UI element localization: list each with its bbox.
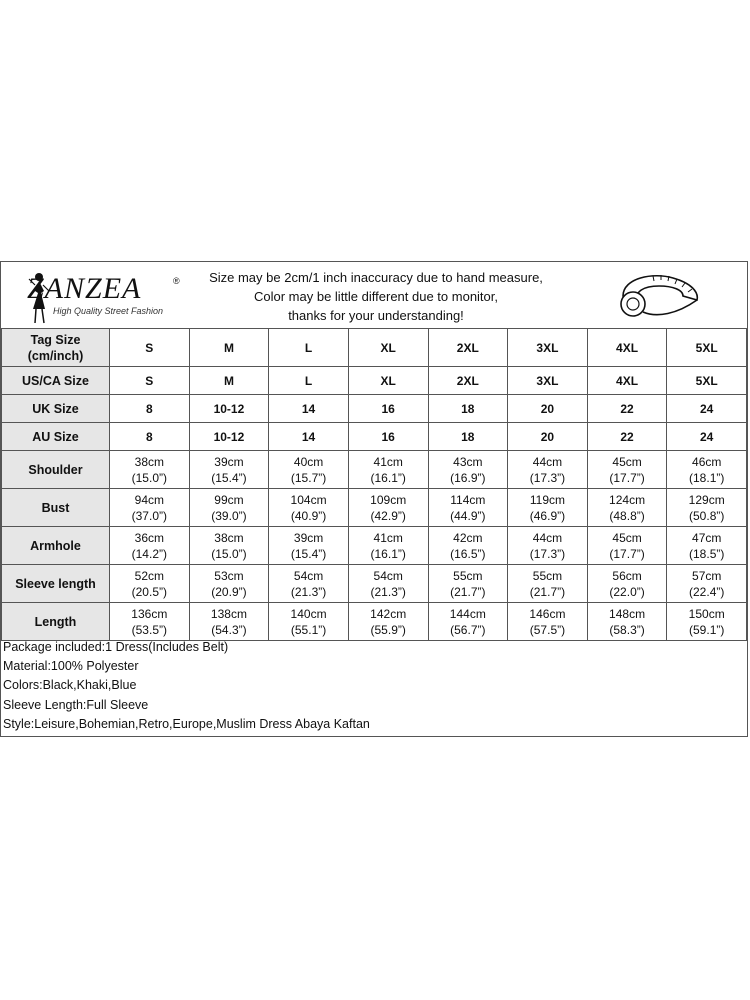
- cm-value: 39cm: [214, 454, 244, 469]
- cm-value: 54cm: [293, 568, 324, 583]
- cm-value: 150cm: [688, 606, 725, 621]
- notice-line: thanks for your understanding!: [288, 308, 464, 323]
- inch-value: (39.0”): [211, 508, 247, 523]
- row-label: Length: [2, 603, 110, 641]
- inch-value: (17.3”): [529, 546, 566, 561]
- inch-value: (16.1”): [370, 470, 406, 485]
- row-label: [2, 367, 110, 395]
- measure-cell: [428, 527, 508, 565]
- measure-cell: [508, 603, 588, 641]
- inch-value: (16.9”): [450, 470, 486, 485]
- inch-value: (15.4”): [290, 546, 327, 561]
- cm-value: 36cm: [134, 530, 164, 545]
- size-cell: 20: [508, 395, 588, 423]
- row-label: [2, 423, 110, 451]
- cm-value: 136cm: [131, 606, 168, 621]
- cm-value: 39cm: [293, 530, 324, 545]
- label-text: UK Size: [32, 401, 79, 416]
- measure-cell: [587, 489, 667, 527]
- chart-header: [1, 262, 747, 329]
- measure-cell: [508, 565, 588, 603]
- inch-value: (14.2”): [131, 546, 167, 561]
- row-label: [2, 395, 110, 423]
- inch-value: (59.1”): [689, 622, 725, 637]
- cm-value: 142cm: [370, 606, 407, 621]
- note-line: Sleeve Length:Full Sleeve: [3, 697, 149, 712]
- inch-value: (21.3”): [290, 584, 327, 599]
- measure-cell: [189, 489, 269, 527]
- cm-value: 55cm: [532, 568, 563, 583]
- measure-cell: [348, 451, 428, 489]
- size-cell: 14: [269, 423, 349, 451]
- measure-cell: [587, 603, 667, 641]
- cm-value: 146cm: [529, 606, 566, 621]
- note-line: Package included:1 Dress(Includes Belt): [3, 640, 229, 654]
- measure-cell: [110, 527, 190, 565]
- measurement-notice: [191, 268, 561, 325]
- label-text: AU Size: [32, 429, 79, 444]
- measure-cell: [189, 603, 269, 641]
- measure-cell: [428, 489, 508, 527]
- inch-value: (21.7”): [450, 584, 486, 599]
- measure-cell: [189, 527, 269, 565]
- size-cell: 10-12: [189, 423, 269, 451]
- size-cell: S: [110, 367, 190, 395]
- inch-value: (46.9”): [529, 508, 566, 523]
- measure-row: [2, 489, 747, 527]
- measure-cell: [667, 527, 747, 565]
- measure-cell: [428, 603, 508, 641]
- cm-value: 38cm: [214, 530, 244, 545]
- inch-value: (17.7”): [609, 470, 645, 485]
- cm-value: 144cm: [449, 606, 486, 621]
- measure-cell: [508, 489, 588, 527]
- cm-value: 45cm: [612, 530, 642, 545]
- cm-value: 57cm: [692, 568, 722, 583]
- row-label: [2, 329, 110, 367]
- measure-cell: [667, 489, 747, 527]
- inch-value: (53.5”): [131, 622, 167, 637]
- measure-cell: [667, 603, 747, 641]
- note-line: Material:100% Polyester: [3, 659, 139, 674]
- size-cell: 10-12: [189, 395, 269, 423]
- row-label: Bust: [2, 489, 110, 527]
- inch-value: (17.3”): [529, 470, 566, 485]
- size-cell: 18: [428, 395, 508, 423]
- cm-value: 43cm: [453, 454, 483, 469]
- inch-value: (50.8”): [689, 508, 725, 523]
- size-cell: 8: [110, 395, 190, 423]
- measure-cell: [428, 565, 508, 603]
- measure-row: [2, 565, 747, 603]
- label-text: (cm/inch): [27, 348, 84, 363]
- cm-value: 44cm: [532, 530, 563, 545]
- size-cell: 24: [667, 423, 747, 451]
- measure-row: [2, 603, 747, 641]
- measure-cell: [348, 565, 428, 603]
- inch-value: (57.5”): [529, 622, 566, 637]
- measure-cell: [269, 603, 349, 641]
- measure-cell: [508, 451, 588, 489]
- inch-value: (16.5”): [450, 546, 486, 561]
- cm-value: 45cm: [612, 454, 642, 469]
- row-label: Armhole: [2, 527, 110, 565]
- measure-cell: [269, 451, 349, 489]
- product-notes: [3, 638, 370, 734]
- cm-value: 54cm: [373, 568, 403, 583]
- size-cell: 4XL: [587, 367, 667, 395]
- size-table: [1, 328, 747, 641]
- size-cell: 3XL: [508, 367, 588, 395]
- cm-value: 41cm: [373, 454, 403, 469]
- measure-cell: [667, 451, 747, 489]
- size-cell: 24: [667, 395, 747, 423]
- size-cell: 5XL: [667, 367, 747, 395]
- cm-value: 41cm: [373, 530, 403, 545]
- measure-cell: [269, 565, 349, 603]
- measure-cell: [348, 527, 428, 565]
- cm-value: 109cm: [370, 492, 407, 507]
- inch-value: (56.7”): [450, 622, 486, 637]
- tape-measure-icon: [613, 266, 703, 324]
- inch-value: (18.1”): [689, 470, 725, 485]
- size-row: [2, 423, 747, 451]
- size-cell: 20: [508, 423, 588, 451]
- size-chart: [0, 261, 748, 737]
- cm-value: 40cm: [293, 454, 324, 469]
- measure-cell: [189, 565, 269, 603]
- inch-value: (55.9”): [370, 622, 406, 637]
- size-cell: 4XL: [587, 329, 667, 367]
- notice-line: Size may be 2cm/1 inch inaccuracy due to hand measure,: [209, 270, 543, 285]
- inch-value: (22.4”): [689, 584, 725, 599]
- measure-cell: [189, 451, 269, 489]
- size-cell: 3XL: [508, 329, 588, 367]
- size-cell: 2XL: [428, 329, 508, 367]
- size-cell: 18: [428, 423, 508, 451]
- cm-value: 52cm: [134, 568, 164, 583]
- cm-value: 138cm: [210, 606, 247, 621]
- size-cell: 16: [348, 423, 428, 451]
- measure-cell: [667, 565, 747, 603]
- brand-logo: ZANZEA: [27, 272, 142, 305]
- inch-value: (48.8”): [609, 508, 645, 523]
- note-line: Colors:Black,Khaki,Blue: [3, 678, 137, 693]
- measure-cell: [348, 603, 428, 641]
- inch-value: (58.3”): [609, 622, 645, 637]
- size-cell: 14: [269, 395, 349, 423]
- inch-value: (15.7”): [290, 470, 327, 485]
- inch-value: (15.0”): [211, 546, 247, 561]
- label-text: US/CA Size: [22, 373, 89, 388]
- inch-value: (21.7”): [529, 584, 566, 599]
- cm-value: 42cm: [453, 530, 483, 545]
- cm-value: 114cm: [450, 492, 486, 507]
- measure-row: [2, 451, 747, 489]
- cm-value: 55cm: [453, 568, 483, 583]
- size-cell: 8: [110, 423, 190, 451]
- measure-cell: [428, 451, 508, 489]
- size-cell: 2XL: [428, 367, 508, 395]
- cm-value: 94cm: [134, 492, 164, 507]
- size-cell: 5XL: [667, 329, 747, 367]
- row-label: Shoulder: [2, 451, 110, 489]
- notice-line: Color may be little different due to monitor,: [254, 289, 498, 304]
- cm-value: 129cm: [688, 492, 725, 507]
- cm-value: 56cm: [612, 568, 642, 583]
- size-cell: M: [189, 329, 269, 367]
- cm-value: 47cm: [692, 530, 722, 545]
- cm-value: 46cm: [692, 454, 722, 469]
- inch-value: (16.1”): [370, 546, 406, 561]
- inch-value: (55.1”): [290, 622, 327, 637]
- size-cell: 22: [587, 395, 667, 423]
- measure-cell: [110, 565, 190, 603]
- size-row: [2, 367, 747, 395]
- size-row: [2, 329, 747, 367]
- inch-value: (20.5”): [131, 584, 167, 599]
- inch-value: (44.9”): [450, 508, 486, 523]
- inch-value: (40.9”): [290, 508, 327, 523]
- measure-cell: [269, 527, 349, 565]
- cm-value: 44cm: [532, 454, 563, 469]
- measure-cell: [587, 565, 667, 603]
- inch-value: (20.9”): [211, 584, 247, 599]
- row-label: Sleeve length: [2, 565, 110, 603]
- measure-row: [2, 527, 747, 565]
- cm-value: 99cm: [214, 492, 244, 507]
- inch-value: (42.9”): [370, 508, 406, 523]
- size-row: [2, 395, 747, 423]
- size-cell: L: [269, 367, 349, 395]
- registered-mark: ®: [173, 276, 180, 286]
- measure-cell: [110, 489, 190, 527]
- measure-cell: [348, 489, 428, 527]
- cm-value: 38cm: [134, 454, 164, 469]
- cm-value: 124cm: [609, 492, 646, 507]
- size-cell: M: [189, 367, 269, 395]
- inch-value: (21.3”): [370, 584, 406, 599]
- size-cell: 22: [587, 423, 667, 451]
- measure-cell: [508, 527, 588, 565]
- inch-value: (15.4”): [211, 470, 247, 485]
- cm-value: 53cm: [214, 568, 244, 583]
- inch-value: (15.0”): [131, 470, 167, 485]
- inch-value: (37.0”): [131, 508, 167, 523]
- size-cell: L: [269, 329, 349, 367]
- inch-value: (17.7”): [609, 546, 645, 561]
- measure-cell: [110, 451, 190, 489]
- size-cell: 16: [348, 395, 428, 423]
- brand-tagline: High Quality Street Fashion: [53, 306, 164, 316]
- note-line: Style:Leisure,Bohemian,Retro,Europe,Muslim Dress Abaya Kaftan: [3, 716, 370, 731]
- measure-cell: [587, 451, 667, 489]
- size-cell: XL: [348, 367, 428, 395]
- measure-cell: [587, 527, 667, 565]
- inch-value: (22.0”): [609, 584, 645, 599]
- size-cell: S: [110, 329, 190, 367]
- size-cell: XL: [348, 329, 428, 367]
- cm-value: 140cm: [290, 606, 327, 621]
- cm-value: 148cm: [609, 606, 646, 621]
- cm-value: 119cm: [529, 492, 565, 507]
- inch-value: (18.5”): [689, 546, 725, 561]
- cm-value: 104cm: [290, 492, 327, 507]
- inch-value: (54.3”): [211, 622, 247, 637]
- measure-cell: [110, 603, 190, 641]
- measure-cell: [269, 489, 349, 527]
- label-text: Tag Size: [30, 332, 81, 347]
